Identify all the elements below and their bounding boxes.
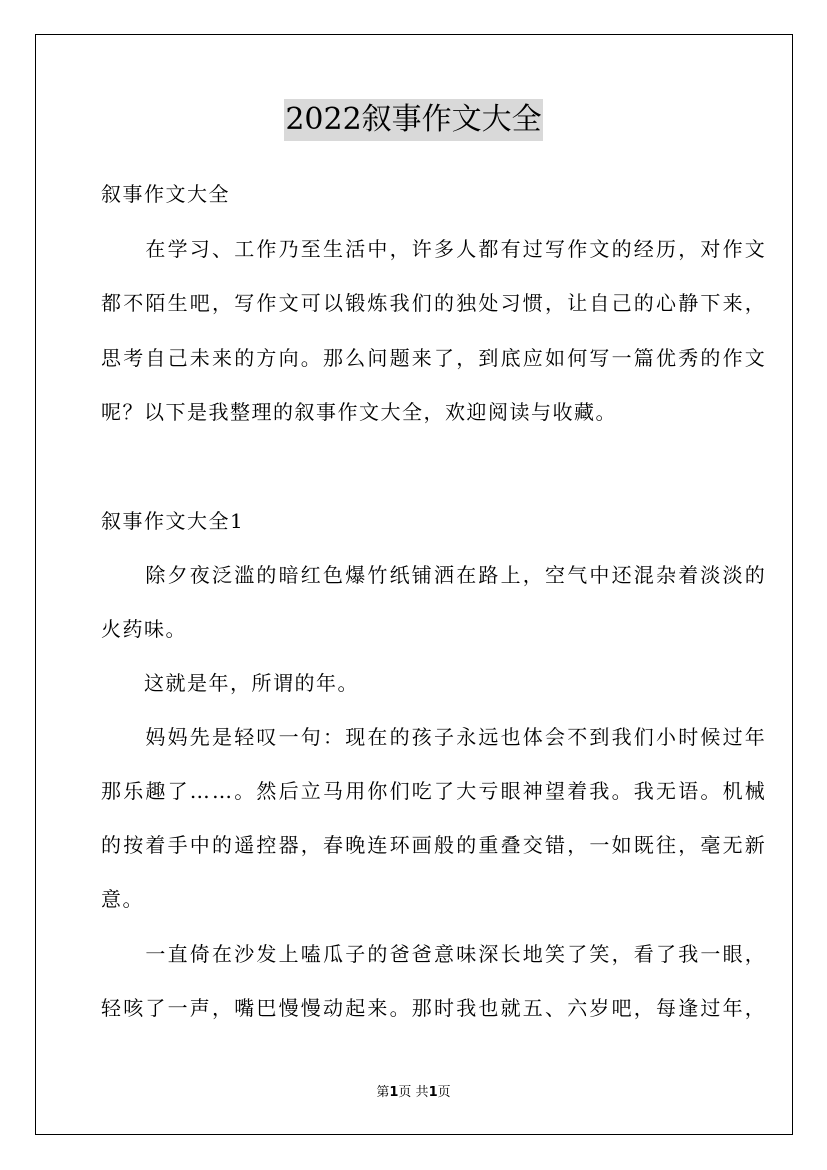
document-heading: 叙事作文大全: [101, 182, 230, 206]
page-label-mid: 页 共: [398, 1085, 429, 1100]
intro-line: 都不陌生吧，写作文可以锻炼我们的独处习惯，让自己的心静下来，: [101, 291, 767, 315]
intro-line: 呢？以下是我整理的叙事作文大全，欢迎阅读与收藏。: [101, 400, 617, 424]
body-line: 除夕夜泛滥的暗红色爆竹纸铺洒在路上，空气中还混杂着淡淡的: [101, 563, 767, 587]
body-line: 这就是年，所谓的年。: [101, 671, 359, 695]
section-heading: 叙事作文大全1: [101, 509, 245, 533]
current-page-number: 1: [389, 1085, 399, 1100]
page-footer: [0, 1084, 827, 1102]
document-title: 2022叙事作文大全: [284, 99, 542, 141]
title-container: [0, 99, 827, 141]
intro-line: 思考自己未来的方向。那么问题来了，到底应如何写一篇优秀的作文: [101, 346, 767, 370]
body-line: 的按着手中的遥控器，春晚连环画般的重叠交错，一如既往，毫无新: [101, 833, 767, 857]
page-label-suffix: 页: [437, 1085, 451, 1100]
body-line: 火药味。: [101, 617, 187, 641]
total-page-number: 1: [428, 1085, 438, 1100]
body-line: 意。: [101, 887, 144, 911]
page-label-prefix: 第: [376, 1085, 390, 1100]
body-line: 一直倚在沙发上嗑瓜子的爸爸意味深长地笑了笑，看了我一眼，: [101, 942, 767, 966]
intro-line: 在学习、工作乃至生活中，许多人都有过写作文的经历，对作文: [101, 237, 767, 261]
body-line: 那乐趣了……。然后立马用你们吃了大亏眼神望着我。我无语。机械: [101, 779, 767, 803]
body-line: 轻咳了一声，嘴巴慢慢动起来。那时我也就五、六岁吧，每逢过年，: [101, 996, 767, 1020]
body-line: 妈妈先是轻叹一句：现在的孩子永远也体会不到我们小时候过年: [101, 725, 767, 749]
